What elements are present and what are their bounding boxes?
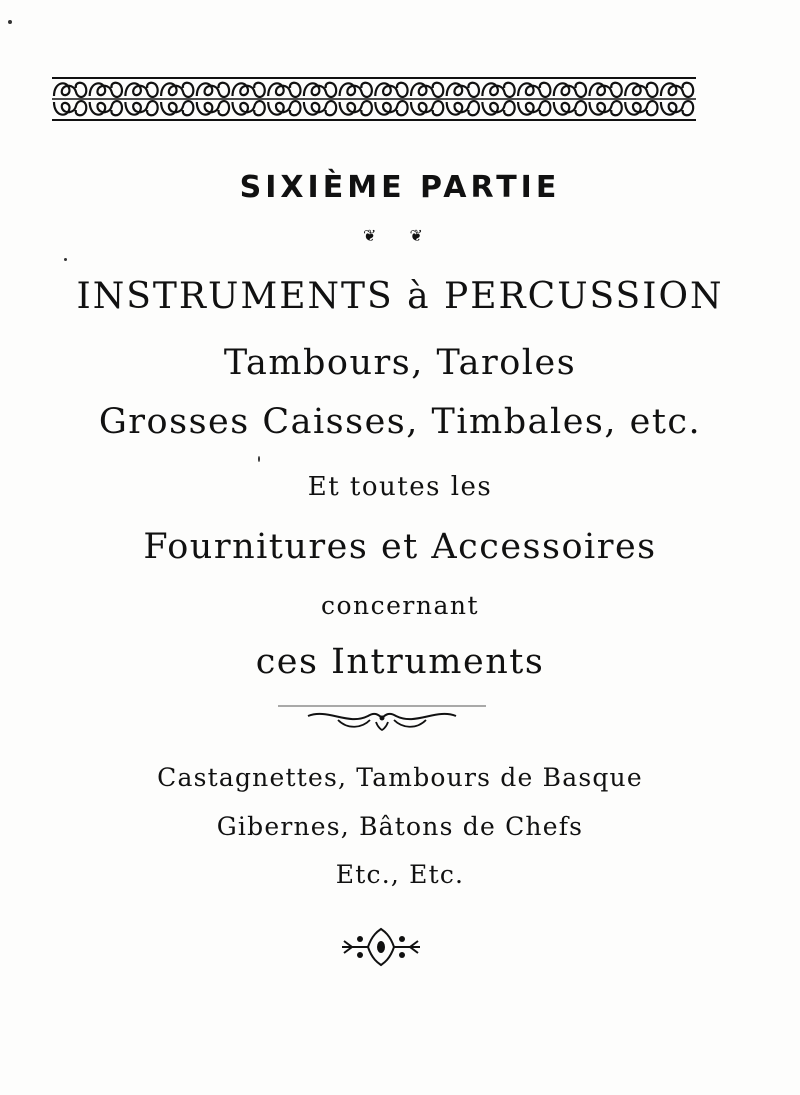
list-line-1: Castagnettes, Tambours de Basque <box>157 763 643 792</box>
section-title: INSTRUMENTS à PERCUSSION <box>76 276 724 317</box>
list-line-3: Etc., Etc. <box>335 860 465 889</box>
ink-speck <box>258 456 260 462</box>
floral-tailpiece-ornament <box>338 925 424 969</box>
scroll-divider-ornament <box>278 700 486 734</box>
ornamental-header-band <box>52 76 696 122</box>
ink-speck <box>64 258 67 261</box>
subtitle-line-2: Grosses Caisses, Timbales, etc. <box>98 402 702 442</box>
part-heading: SIXIÈME PARTIE <box>239 170 561 205</box>
list-line-2: Gibernes, Bâtons de Chefs <box>216 812 584 841</box>
and-all-text: Et toutes les <box>307 472 493 502</box>
these-instruments-heading: ces Intruments <box>255 642 545 682</box>
subtitle-line-1: Tambours, Taroles <box>223 343 577 383</box>
fleuron-ornaments: ❦ ❦ <box>363 226 437 245</box>
ink-speck <box>8 20 12 24</box>
supplies-heading: Fournitures et Accessoires <box>143 527 657 567</box>
concerning-text: concernant <box>320 591 480 620</box>
